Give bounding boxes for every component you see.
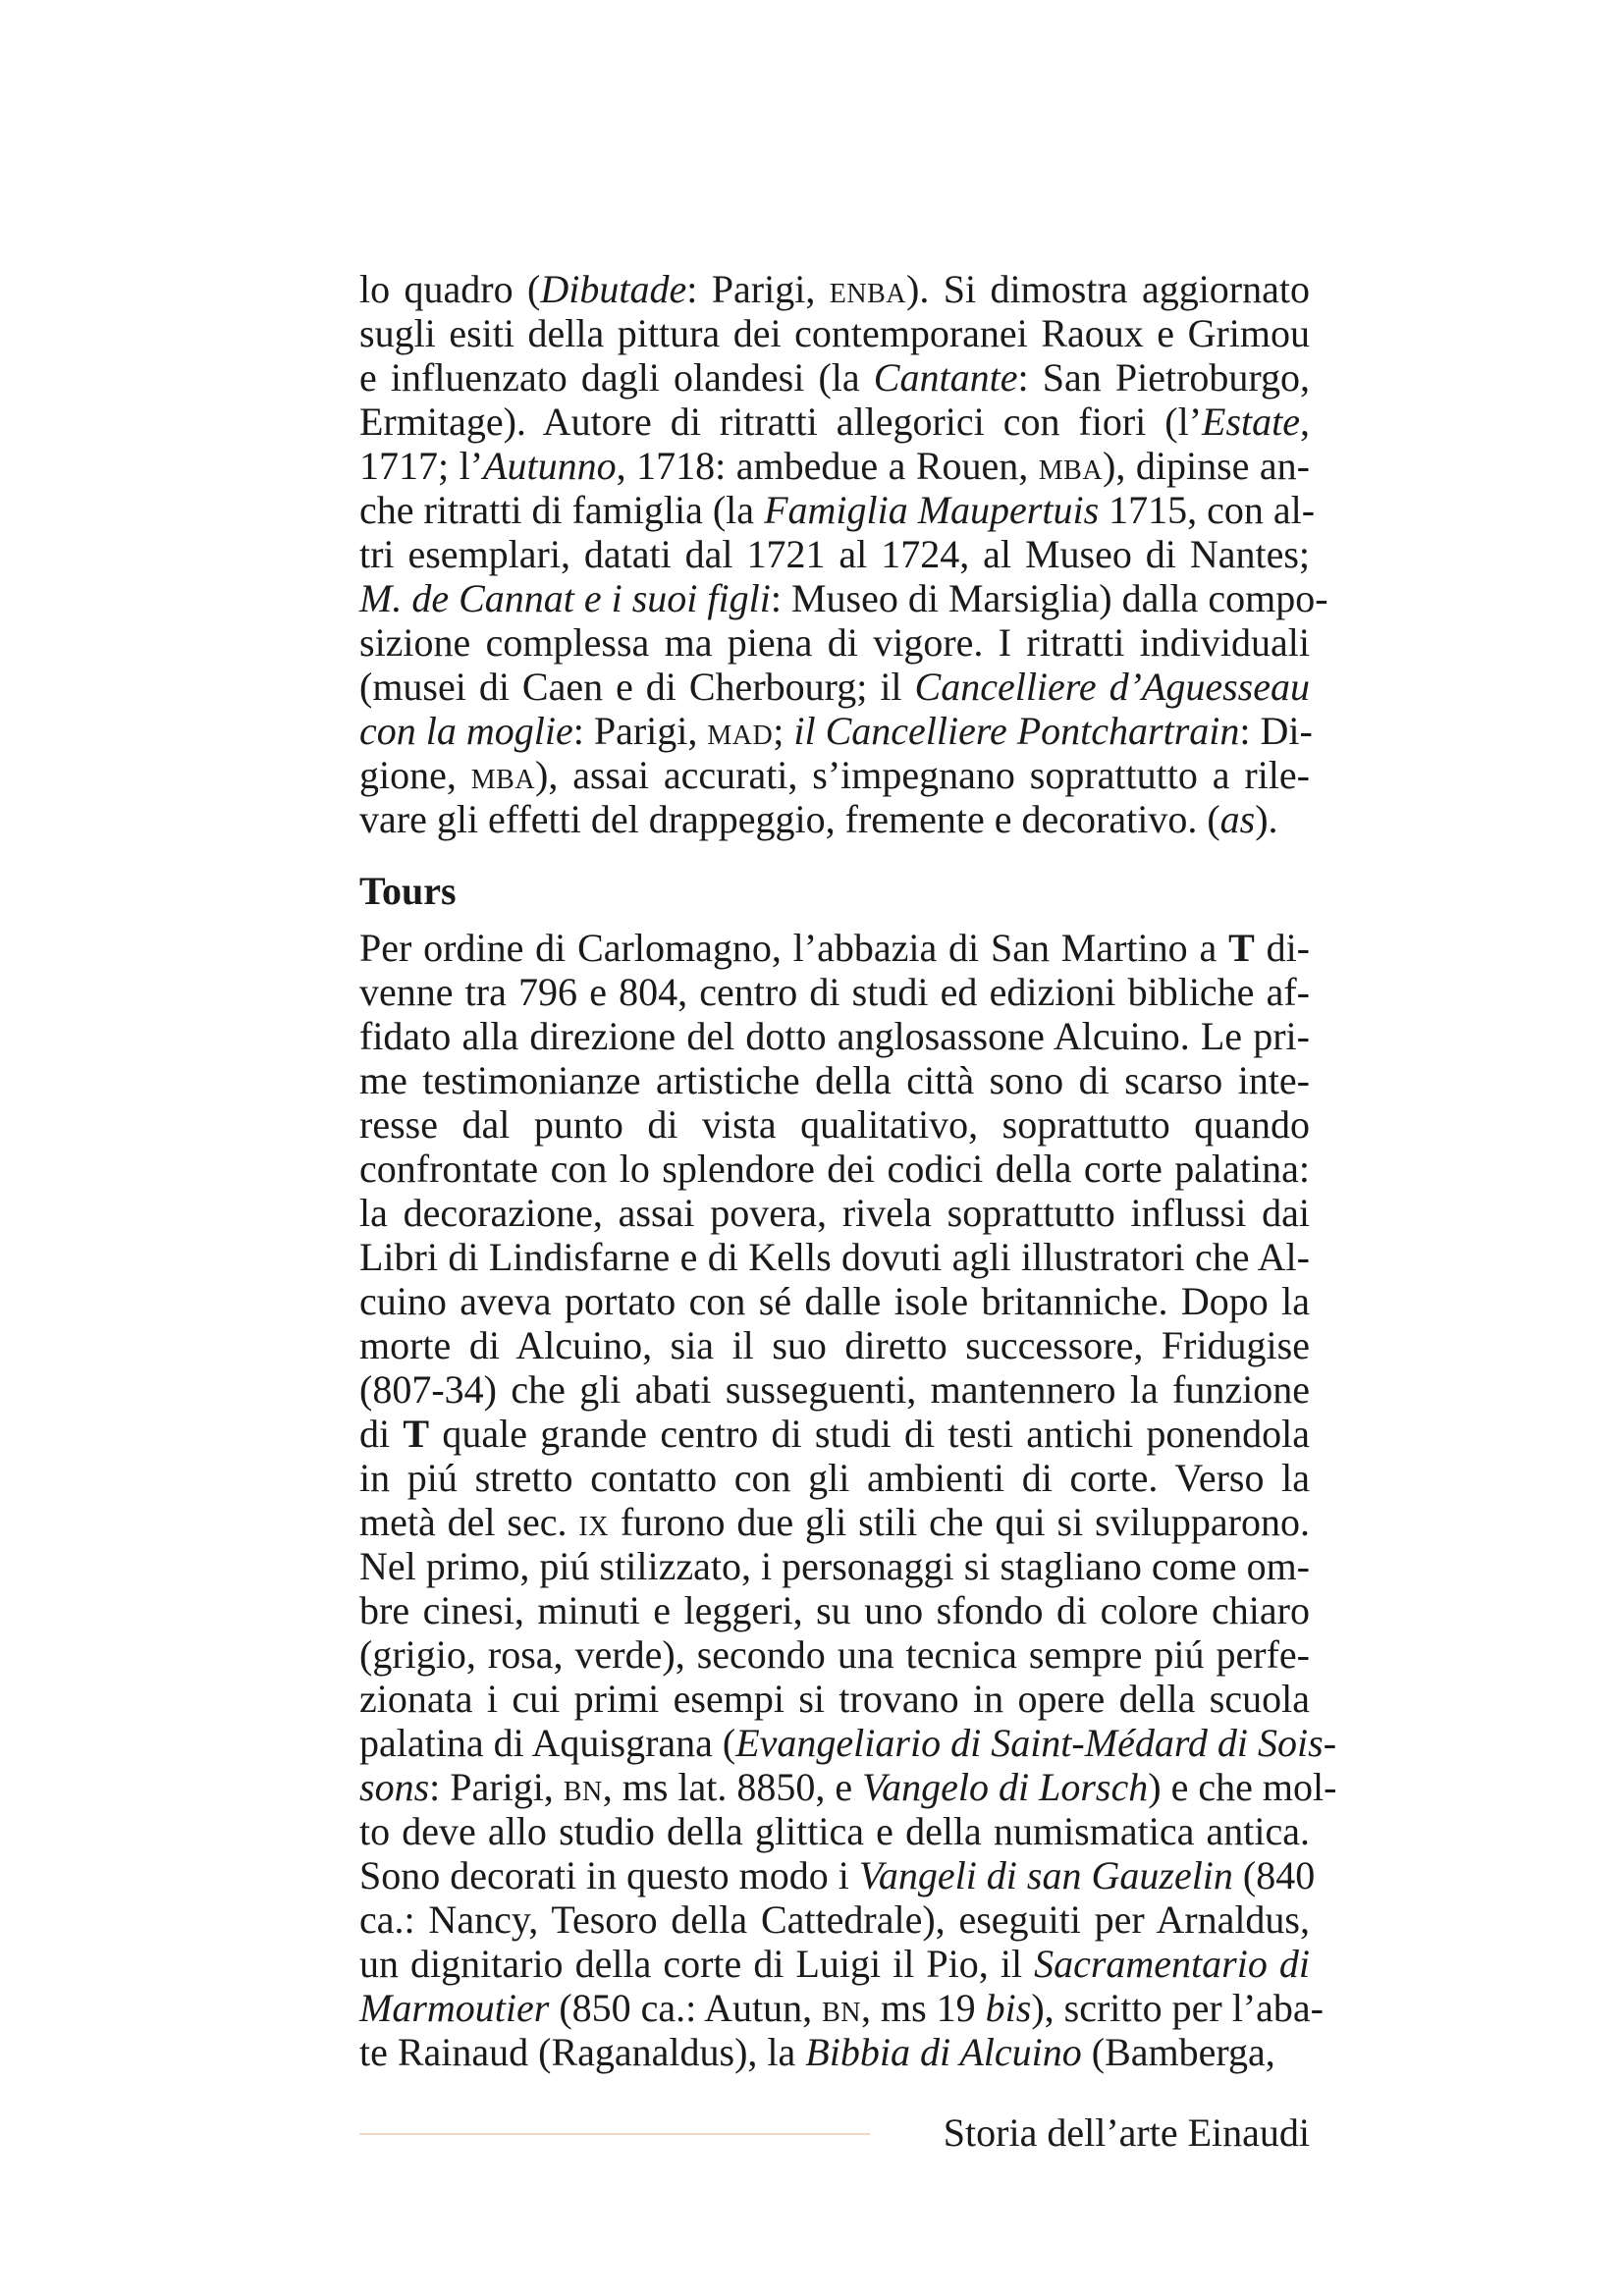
text-line	[359, 355, 1310, 400]
text-span: sugli esiti della pittura dei contemporanei Raoux e Grimou	[359, 311, 1310, 355]
text-span: , ms lat. 8850, e	[602, 1765, 863, 1809]
smallcaps-span: bn	[563, 1765, 603, 1809]
text-line	[359, 1412, 1310, 1456]
text-span: tri esemplari, datati dal 1721 al 1724, al Museo di Nantes;	[359, 532, 1310, 576]
text-line	[359, 1809, 1310, 1853]
italic-span: M. de Cannat e i suoi figli	[359, 576, 771, 620]
text-line	[359, 1058, 1310, 1102]
italic-span: bis	[985, 1986, 1032, 2030]
text-line	[359, 1765, 1337, 1809]
text-line	[359, 926, 1310, 970]
text-span: : Di-	[1239, 709, 1313, 753]
text-line	[359, 1632, 1310, 1677]
smallcaps-span: ix	[578, 1500, 609, 1544]
text-line	[359, 532, 1310, 576]
italic-span: Vangelo di Lorsch	[862, 1765, 1149, 1809]
text-line	[359, 1235, 1310, 1279]
text-span: ).	[1255, 797, 1278, 841]
text-span: ;	[773, 709, 794, 753]
footer-rule	[359, 2133, 870, 2135]
text-span: furono due gli stili che qui si svilupparono.	[608, 1500, 1310, 1544]
text-line	[359, 488, 1316, 532]
text-span: lo quadro (	[359, 267, 541, 311]
text-line	[359, 1853, 1316, 1897]
text-span: la decorazione, assai povera, rivela soprattutto influssi dai	[359, 1191, 1310, 1235]
text-span: di-	[1254, 926, 1311, 970]
text-span: cuino aveva portato con sé dalle isole britanniche. Dopo la	[359, 1279, 1310, 1323]
text-line	[359, 1323, 1310, 1367]
text-span: me testimonianze artistiche della città sono di scarso inte-	[359, 1058, 1310, 1102]
text-span: confrontate con lo splendore dei codici della corte palatina:	[359, 1147, 1310, 1191]
text-line	[359, 1544, 1310, 1588]
footer-title: Storia dell’arte Einaudi	[943, 2110, 1310, 2155]
text-span: te Rainaud (Raganaldus), la	[359, 2030, 806, 2074]
text-column	[359, 267, 1337, 2074]
paragraph-continued	[359, 267, 1328, 841]
text-span: , ms 19	[860, 1986, 986, 2030]
smallcaps-span: bn	[822, 1986, 861, 2030]
italic-span: Estate	[1202, 400, 1300, 444]
text-span: Per ordine di Carlomagno, l’abbazia di San Martino a	[359, 926, 1229, 970]
text-span: ), scritto per l’aba-	[1031, 1986, 1324, 2030]
text-span: (grigio, rosa, verde), secondo una tecnica sempre piú perfe-	[359, 1632, 1310, 1677]
text-span: ), assai accurati, s’impegnano soprattutto a rile-	[535, 753, 1310, 797]
text-span: vare gli effetti del drappeggio, fremente e decorativo. (	[359, 797, 1220, 841]
italic-span: sons	[359, 1765, 430, 1809]
bold-span: T	[1228, 926, 1255, 970]
text-span: quale grande centro di studi di testi antichi ponendola	[429, 1412, 1310, 1456]
text-span: che ritratti di famiglia (la	[359, 488, 765, 532]
italic-span: as	[1219, 797, 1256, 841]
text-span: Sono decorati in questo modo i	[359, 1853, 859, 1897]
italic-span: Famiglia Maupertuis	[764, 488, 1100, 532]
text-line	[359, 709, 1313, 753]
text-line	[359, 797, 1310, 841]
text-span: 1717; l’	[359, 444, 484, 488]
text-span: venne tra 796 e 804, centro di studi ed edizioni bibliche af-	[359, 970, 1310, 1014]
italic-span: Autunno	[483, 444, 617, 488]
text-span: in piú stretto contatto con gli ambienti di corte. Verso la	[359, 1456, 1310, 1500]
text-line	[359, 665, 1310, 709]
text-span: 1715, con al-	[1099, 488, 1316, 532]
italic-span: Cancelliere d’Aguesseau	[914, 665, 1310, 709]
text-span: to deve allo studio della glittica e della numismatica antica.	[359, 1809, 1310, 1853]
smallcaps-span: enba	[829, 267, 906, 311]
text-line	[359, 970, 1310, 1014]
text-line	[359, 576, 1328, 620]
text-span: (850 ca.: Autun,	[549, 1986, 823, 2030]
bold-span: T	[403, 1412, 430, 1456]
text-line	[359, 1014, 1310, 1058]
text-line	[359, 2030, 1310, 2074]
text-line	[359, 1942, 1310, 1986]
text-span: (Bamberga,	[1081, 2030, 1275, 2074]
text-span: bre cinesi, minuti e leggeri, su uno sfondo di colore chiaro	[359, 1588, 1310, 1632]
paragraph-tours	[359, 926, 1337, 2074]
text-line	[359, 1721, 1337, 1765]
text-span: : Parigi,	[686, 267, 830, 311]
text-line	[359, 1986, 1324, 2030]
text-span: : San Pietroburgo,	[1017, 355, 1310, 400]
smallcaps-span: mad	[707, 709, 774, 753]
italic-span: Marmoutier	[359, 1986, 550, 2030]
text-span: palatina di Aquisgrana (	[359, 1721, 736, 1765]
text-line	[359, 1191, 1310, 1235]
italic-span: con la moglie	[359, 709, 573, 753]
text-line	[359, 444, 1310, 488]
text-line	[359, 1677, 1310, 1721]
text-span: un dignitario della corte di Luigi il Pio, il	[359, 1942, 1035, 1986]
italic-span: Sacramentario di	[1034, 1942, 1310, 1986]
text-span: morte di Alcuino, sia il suo diretto successore, Fridugise	[359, 1323, 1310, 1367]
text-span: e influenzato dagli olandesi (la	[359, 355, 874, 400]
text-line	[359, 1367, 1310, 1412]
italic-span: il Cancelliere Pontchartrain	[793, 709, 1240, 753]
text-span: zionata i cui primi esempi si trovano in opere della scuola	[359, 1677, 1310, 1721]
text-span: (musei di Caen e di Cherbourg; il	[359, 665, 915, 709]
text-line	[359, 1456, 1310, 1500]
text-line	[359, 1897, 1310, 1942]
text-span: (807-34) che gli abati susseguenti, mantennero la funzione	[359, 1367, 1310, 1412]
text-span: : Parigi,	[572, 709, 708, 753]
text-span: (840	[1232, 1853, 1316, 1897]
italic-span: Vangeli di san Gauzelin	[858, 1853, 1233, 1897]
entry-heading: Tours	[359, 869, 457, 913]
italic-span: Bibbia di Alcuino	[805, 2030, 1082, 2074]
smallcaps-span: mba	[1038, 444, 1104, 488]
text-span: Libri di Lindisfarne e di Kells dovuti agli illustratori che Al-	[359, 1235, 1310, 1279]
text-span: metà del sec.	[359, 1500, 579, 1544]
text-span: Ermitage). Autore di ritratti allegorici con fiori (l’	[359, 400, 1203, 444]
text-span: , 1718: ambedue a Rouen,	[616, 444, 1039, 488]
text-span: gione,	[359, 753, 471, 797]
text-span: : Museo di Marsiglia) dalla compo-	[770, 576, 1328, 620]
text-line	[359, 267, 1310, 311]
italic-span: Evangeliario di Saint-Médard di Sois-	[735, 1721, 1337, 1765]
text-span: ca.: Nancy, Tesoro della Cattedrale), eseguiti per Arnaldus,	[359, 1897, 1310, 1942]
text-line	[359, 1279, 1310, 1323]
text-line	[359, 1588, 1310, 1632]
text-line	[359, 400, 1310, 444]
text-line	[359, 1147, 1310, 1191]
italic-span: Dibutade	[540, 267, 687, 311]
text-span: sizione complessa ma piena di vigore. I ritratti individuali	[359, 620, 1310, 665]
text-line	[359, 620, 1310, 665]
text-line	[359, 1102, 1310, 1147]
text-span: ) e che mol-	[1148, 1765, 1337, 1809]
text-line	[359, 753, 1310, 797]
text-line	[359, 1500, 1310, 1544]
text-span: ). Si dimostra aggiornato	[906, 267, 1310, 311]
text-line	[359, 311, 1310, 355]
text-span: ), dipinse an-	[1103, 444, 1310, 488]
text-span: : Parigi,	[429, 1765, 564, 1809]
smallcaps-span: mba	[470, 753, 536, 797]
text-span: resse dal punto di vista qualitativo, soprattutto quando	[359, 1102, 1310, 1147]
text-span: di	[359, 1412, 404, 1456]
text-span: fidato alla direzione del dotto anglosassone Alcuino. Le pri-	[359, 1014, 1310, 1058]
text-span: ,	[1300, 400, 1310, 444]
text-span: Nel primo, piú stilizzato, i personaggi si stagliano come om-	[359, 1544, 1310, 1588]
italic-span: Cantante	[873, 355, 1018, 400]
